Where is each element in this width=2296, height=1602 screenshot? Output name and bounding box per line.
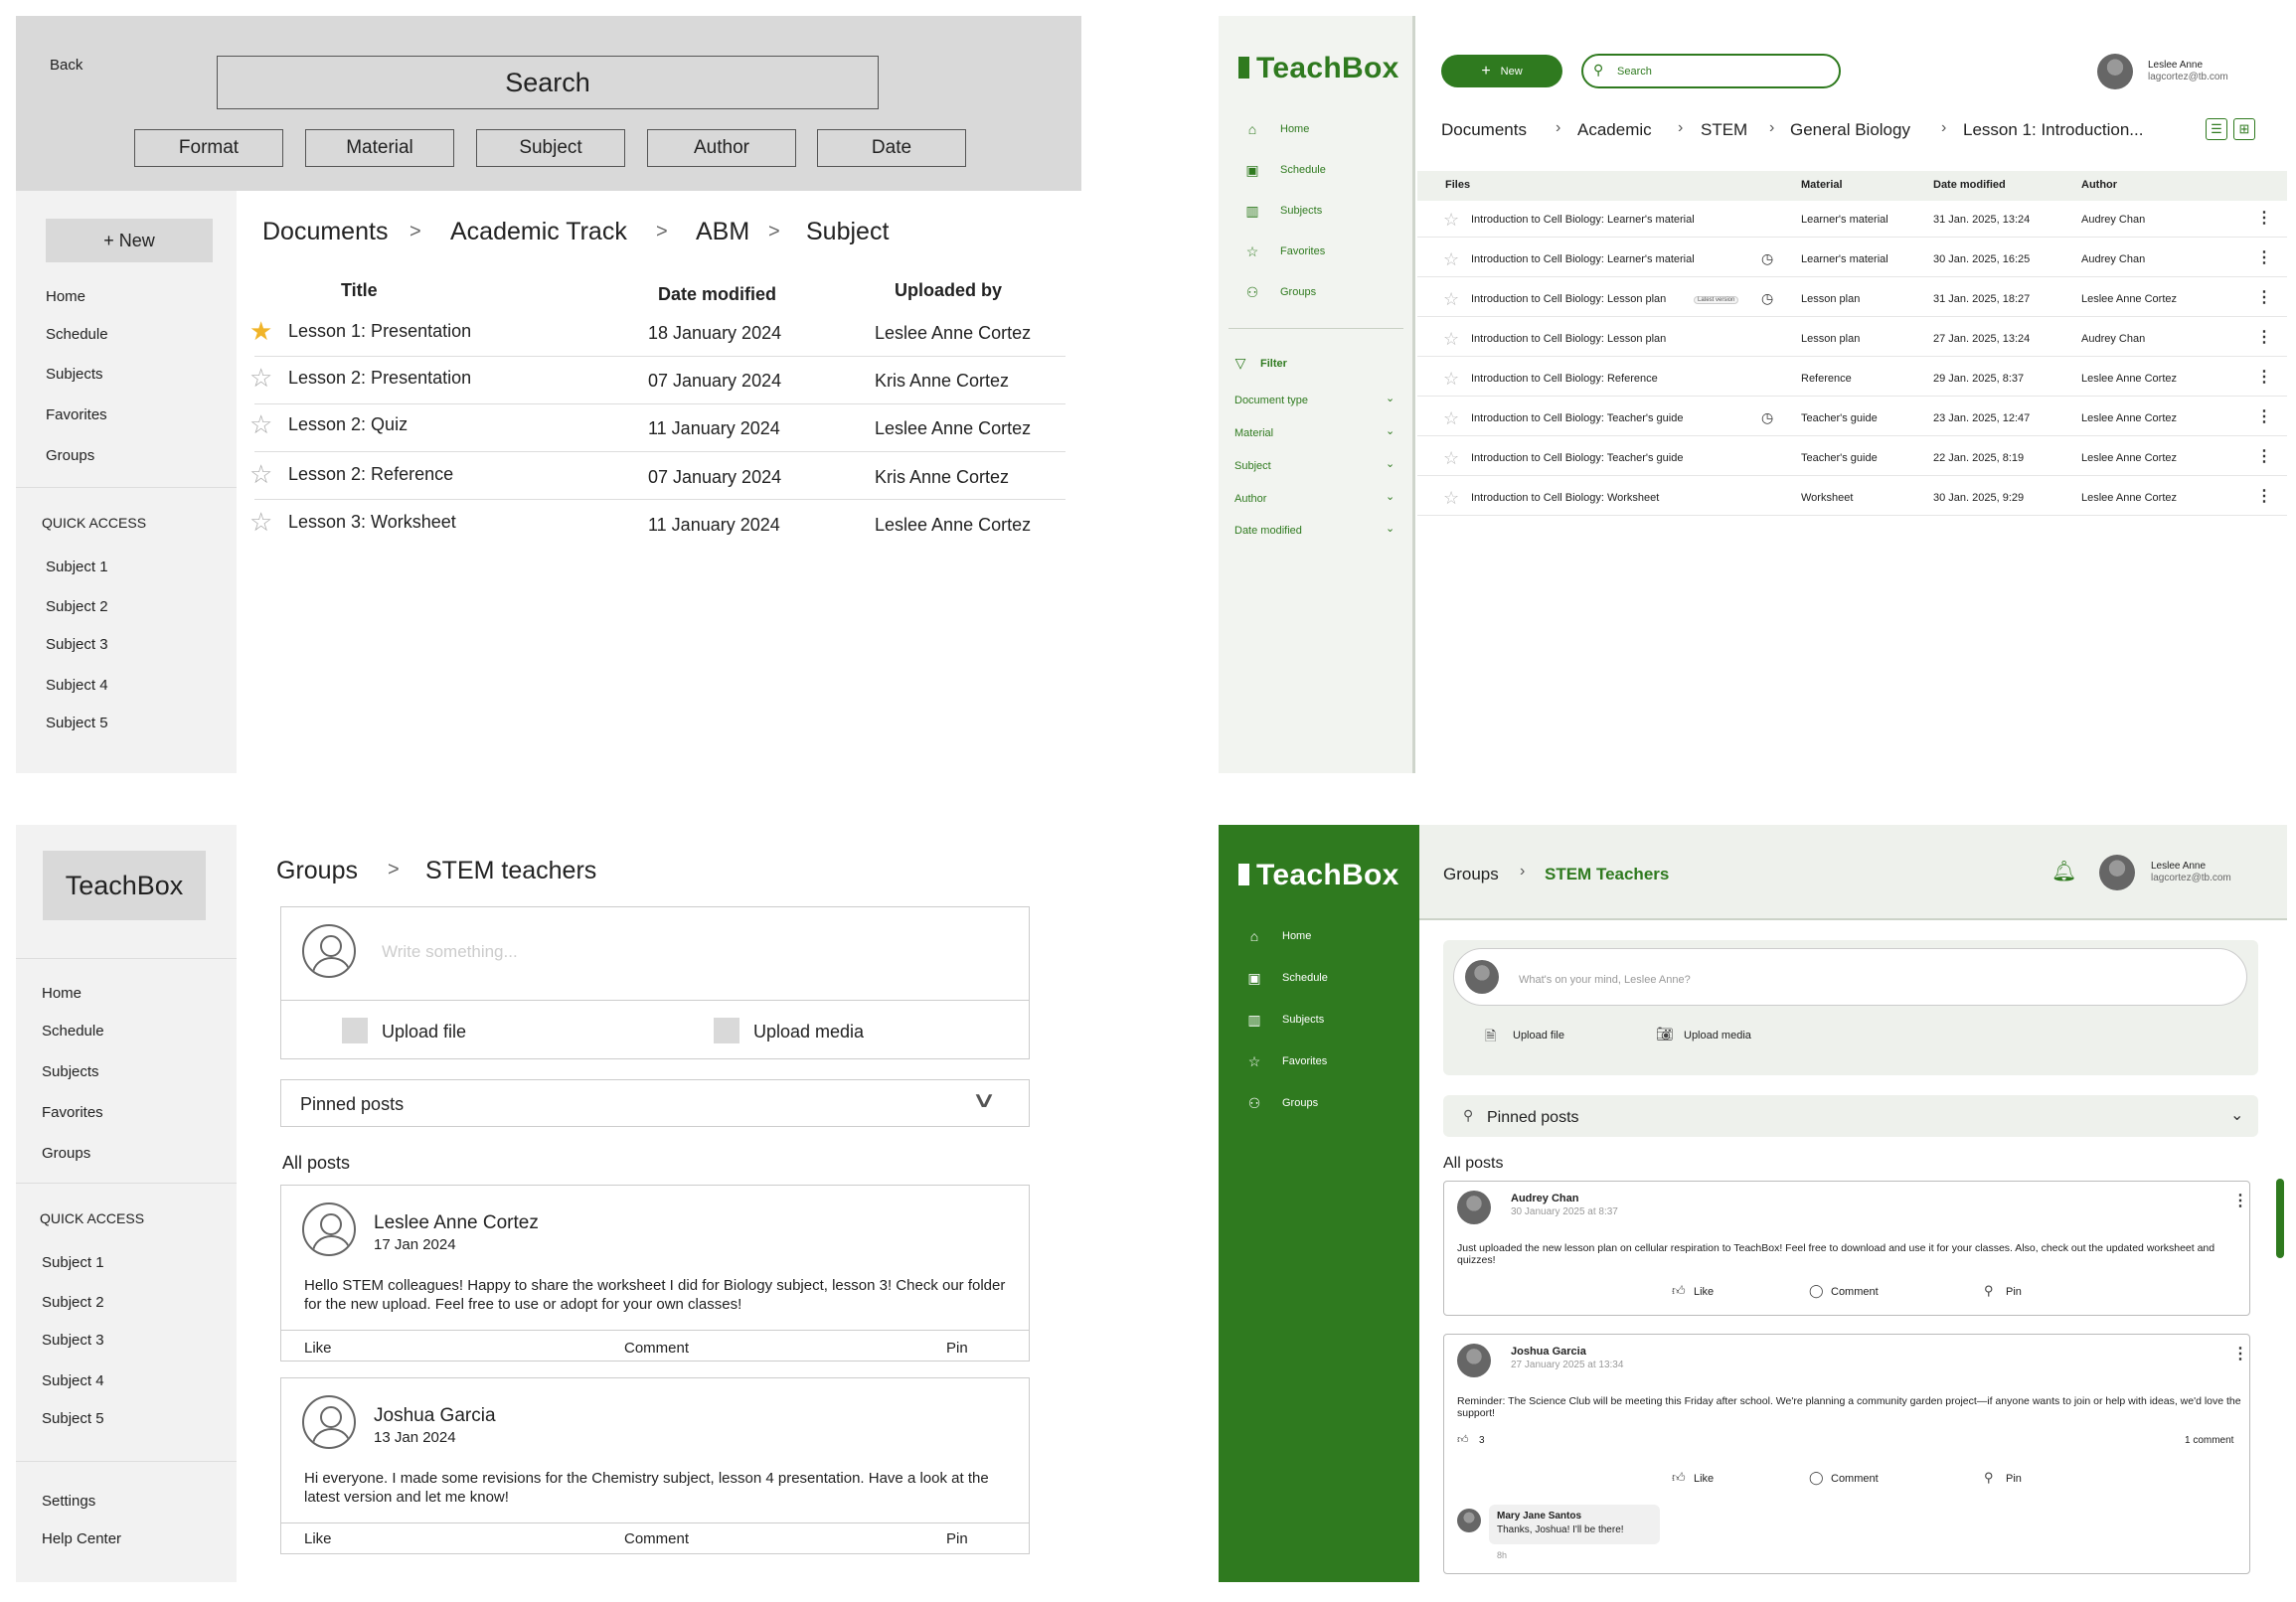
more-icon[interactable]: ⋮ [2256,369,2272,386]
nav-groups[interactable]: Groups [1280,286,1317,298]
home-icon: ⌂ [1249,928,1259,944]
reply-text: Thanks, Joshua! I'll be there! [1497,1524,1624,1535]
nav-settings[interactable]: Settings [42,1493,96,1510]
breadcrumb-chevron-icon: › [1941,119,1947,136]
search-icon: ⚲ [1593,62,1604,78]
scrollbar-thumb[interactable] [2276,1179,2284,1258]
breadcrumb-chevron-icon: › [1678,119,1684,136]
file-material: Lesson plan [1801,333,1861,345]
row-divider [254,451,1066,452]
pin-button[interactable]: Pin [946,1530,968,1547]
avatar[interactable] [2099,855,2135,890]
filter-heading: Filter [1260,358,1287,370]
file-date: 31 Jan. 2025, 13:24 [1933,214,2031,226]
post-body: Reminder: The Science Club will be meeting this Friday after school. We're planning a community garden project—if anyone wants to join or help with ideas, we'd love the support! [1457,1395,2241,1419]
table-header [1417,171,2287,201]
more-icon[interactable]: ⋮ [2256,289,2272,306]
avatar [1457,1344,1491,1377]
row-title[interactable]: Lesson 2: Presentation [288,368,472,388]
divider [16,958,237,959]
list-view-icon[interactable]: ☰ [2206,118,2227,140]
avatar [302,1395,356,1449]
file-name[interactable]: Introduction to Cell Biology: Lesson plan [1471,333,1667,345]
filter-subject-button[interactable]: Subject [476,129,625,167]
post-body: Hello STEM colleagues! Happy to share the worksheet I did for Biology subject, lesson 3! Check our folder for the new upload. Feel free to use or adopt for your own classes! [304,1277,1006,1313]
divider [16,1183,237,1184]
star-icon: ☆ [1245,243,1259,259]
quick-access-heading: QUICK ACCESS [42,515,147,531]
file-material: Learner's material [1801,214,1888,226]
users-icon: ⚇ [1247,1095,1261,1111]
breadcrumb-abm[interactable]: ABM [696,218,750,245]
quick-subject-1[interactable]: Subject 1 [46,559,108,575]
teachbox-logo: TeachBox [43,851,206,920]
more-icon[interactable]: ⋮ [2256,448,2272,465]
quick-subject-1[interactable]: Subject 1 [42,1254,104,1271]
book-icon: ▥ [1247,1012,1261,1028]
nav-schedule[interactable]: Schedule [42,1023,104,1040]
user-name: Leslee Anne [2148,60,2204,71]
file-material: Teacher's guide [1801,412,1878,424]
users-icon: ⚇ [1245,284,1259,300]
filter-subject[interactable]: Subject [1234,460,1271,472]
file-material: Lesson plan [1801,293,1861,305]
row-divider [1417,276,2287,277]
star-icon[interactable]: ☆ [1443,408,1460,428]
nav-home[interactable]: Home [46,288,86,305]
file-icon[interactable]: 🗎︎ [1485,1028,1497,1043]
row-uploader: Leslee Anne Cortez [875,515,1032,535]
book-icon: ▥ [1245,203,1259,219]
star-icon[interactable]: ☆ [1443,210,1460,230]
star-icon[interactable]: ☆ [1443,488,1460,508]
file-date: 29 Jan. 2025, 8:37 [1933,373,2025,385]
nav-schedule[interactable]: Schedule [46,326,108,343]
breadcrumb-academic[interactable]: Academic [1577,120,1652,139]
calendar-icon: ▣ [1245,162,1259,178]
file-author: Audrey Chan [2081,333,2146,345]
file-material: Worksheet [1801,492,1854,504]
row-divider [1417,396,2287,397]
row-divider [1417,515,2287,516]
avatar [1457,1191,1491,1224]
pinned-posts-label: Pinned posts [300,1094,405,1114]
post-body: Hi everyone. I made some revisions for the Chemistry subject, lesson 4 presentation. Have a look at the latest version and let me know! [304,1470,989,1506]
nav-subjects[interactable]: Subjects [42,1063,99,1080]
nav-favorites[interactable]: Favorites [1280,245,1326,257]
post-card [280,1377,1030,1554]
comment-button[interactable]: Comment [624,1340,690,1357]
new-button[interactable]: + New [46,219,213,262]
row-uploader: Kris Anne Cortez [875,371,1010,391]
file-name[interactable]: Introduction to Cell Biology: Learner's material [1471,253,1695,265]
row-divider [1417,237,2287,238]
nav-groups[interactable]: Groups [1282,1097,1319,1109]
divider [280,1000,1030,1001]
breadcrumb-chevron-icon: > [656,221,668,242]
row-date: 11 January 2024 [648,515,780,535]
divider [280,1330,1030,1331]
pin-button[interactable]: Pin [2006,1473,2022,1485]
comment-button[interactable]: Comment [624,1530,690,1547]
row-divider [254,356,1066,357]
upload-file-button[interactable]: Upload file [382,1022,467,1041]
filter-document-type[interactable]: Document type [1234,395,1308,406]
post-card [280,1185,1030,1362]
filter-author-button[interactable]: Author [647,129,796,167]
more-icon[interactable]: ⋮ [2256,249,2272,266]
filter-date-button[interactable]: Date [817,129,966,167]
user-name: Leslee Anne [2151,861,2207,872]
breadcrumb-groups[interactable]: Groups [276,857,358,884]
nav-favorites[interactable]: Favorites [42,1104,103,1121]
history-icon[interactable]: ◷ [1761,290,1774,306]
row-divider [1417,475,2287,476]
file-name[interactable]: Introduction to Cell Biology: Reference [1471,373,1658,385]
chevron-down-icon[interactable]: ⌄ [1386,425,1395,437]
nav-schedule[interactable]: Schedule [1282,972,1328,984]
row-divider [1417,435,2287,436]
file-author: Audrey Chan [2081,253,2146,265]
row-divider [254,403,1066,404]
more-icon[interactable]: ⋮ [2256,488,2272,505]
breadcrumb-general-biology[interactable]: General Biology [1790,120,1910,139]
back-link[interactable]: Back [50,57,83,74]
breadcrumb-subject[interactable]: Subject [806,218,890,245]
file-name[interactable]: Introduction to Cell Biology: Worksheet [1471,492,1660,504]
camera-icon[interactable]: 📷︎ [1656,1026,1674,1041]
user-email: lagcortez@tb.com [2151,873,2231,883]
file-author: Audrey Chan [2081,214,2146,226]
post-body: Just uploaded the new lesson plan on cellular respiration to TeachBox! Feel free to download and use it for your classes. Also, check out the updated worksheet and quizzes! [1457,1242,2215,1266]
quick-subject-4[interactable]: Subject 4 [42,1372,104,1389]
new-button[interactable] [1441,55,1562,87]
col-date-modified: Date modified [1933,179,2006,191]
comment-button[interactable]: Comment [1831,1473,1879,1485]
breadcrumb-chevron-icon: › [1520,863,1526,880]
bell-icon[interactable]: 🔔︎ [2051,861,2077,882]
comment-icon[interactable]: ◯ [1809,1283,1824,1298]
nav-home[interactable]: Home [1280,123,1310,135]
star-icon[interactable]: ☆ [1443,448,1460,468]
quick-subject-3[interactable]: Subject 3 [42,1332,104,1349]
row-date: 07 January 2024 [648,371,782,391]
wire-sidebar [16,825,237,1582]
col-material: Material [1801,179,1843,191]
avatar [302,1202,356,1256]
comment-count[interactable]: 1 comment [2185,1435,2234,1446]
like-button[interactable]: Like [304,1530,332,1547]
post-date: 27 January 2025 at 13:34 [1511,1360,1624,1370]
quick-subject-4[interactable]: Subject 4 [46,677,108,694]
nav-home[interactable]: Home [1282,930,1312,942]
file-date: 27 Jan. 2025, 13:24 [1933,333,2031,345]
avatar [1465,960,1499,994]
quick-subject-5[interactable]: Subject 5 [42,1410,104,1427]
more-icon[interactable]: ⋮ [2256,329,2272,346]
history-icon[interactable]: ◷ [1761,409,1774,425]
col-author: Author [2081,179,2118,191]
row-title[interactable]: Lesson 1: Presentation [288,321,472,341]
avatar [1457,1509,1481,1532]
file-date: 22 Jan. 2025, 8:19 [1933,452,2025,464]
thumbs-up-icon[interactable]: 👍︎ [1672,1470,1686,1485]
file-author: Leslee Anne Cortez [2081,373,2178,385]
avatar [302,924,356,978]
search-placeholder: Search [1617,66,1652,78]
breadcrumb-chevron-icon: > [768,221,780,242]
upload-media-button[interactable]: Upload media [1684,1030,1751,1041]
breadcrumb-groups[interactable]: Groups [1443,865,1499,883]
star-icon[interactable]: ☆ [1443,329,1460,349]
file-author: Leslee Anne Cortez [2081,293,2178,305]
post-date: 13 Jan 2024 [374,1429,456,1446]
row-divider [1417,356,2287,357]
row-date: 11 January 2024 [648,418,780,438]
nav-home[interactable]: Home [42,985,82,1002]
chevron-down-icon[interactable]: ⌄ [1386,458,1395,470]
file-author: Leslee Anne Cortez [2081,492,2178,504]
breadcrumb-chevron-icon: > [410,221,421,242]
file-date: 31 Jan. 2025, 18:27 [1933,293,2031,305]
breadcrumb-stem-teachers: STEM teachers [425,857,597,884]
filter-icon: ▽ [1234,355,1246,371]
reply-author[interactable]: Mary Jane Santos [1497,1511,1582,1522]
composer-placeholder: What's on your mind, Leslee Anne? [1519,974,1691,986]
file-name[interactable]: Introduction to Cell Biology: Lesson plan [1471,293,1667,305]
row-title[interactable]: Lesson 3: Worksheet [288,512,456,532]
breadcrumb-stem-teachers: STEM Teachers [1545,865,1670,883]
col-uploaded-by: Uploaded by [895,280,1003,300]
star-outline-icon[interactable]: ☆ [249,459,273,489]
file-date: 30 Jan. 2025, 9:29 [1933,492,2025,504]
comment-icon[interactable]: ◯ [1809,1470,1824,1485]
pin-button[interactable]: Pin [2006,1286,2022,1298]
chevron-down-icon[interactable]: ⌄ [1386,491,1395,503]
row-title[interactable]: Lesson 2: Quiz [288,414,409,434]
nav-favorites[interactable]: Favorites [1282,1055,1328,1067]
row-title[interactable]: Lesson 2: Reference [288,464,454,484]
file-material: Learner's material [1801,253,1888,265]
upload-file-icon[interactable] [342,1018,368,1043]
nav-schedule[interactable]: Schedule [1280,164,1326,176]
breadcrumb-academic-track[interactable]: Academic Track [450,218,627,245]
filter-material[interactable]: Material [1234,427,1274,439]
file-author: Leslee Anne Cortez [2081,412,2178,424]
post-date: 17 Jan 2024 [374,1236,456,1253]
star-icon: ☆ [1247,1053,1261,1069]
post-date: 30 January 2025 at 8:37 [1511,1206,1618,1217]
comment-button[interactable]: Comment [1831,1286,1879,1298]
upload-media-button[interactable]: Upload media [753,1022,865,1041]
breadcrumb-documents[interactable]: Documents [1441,120,1527,139]
breadcrumb-documents[interactable]: Documents [262,218,389,245]
teachbox-logo: TeachBox [1238,52,1399,85]
search-box[interactable]: Search [217,56,879,109]
more-icon[interactable]: ⋮ [2256,210,2272,227]
more-icon[interactable]: ⋮ [2256,408,2272,425]
pin-button[interactable]: Pin [946,1340,968,1357]
row-divider [1417,316,2287,317]
all-posts-heading: All posts [1443,1155,1504,1172]
filter-author[interactable]: Author [1234,493,1267,505]
divider [16,487,237,488]
nav-favorites[interactable]: Favorites [46,406,107,423]
teachbox-logo: TeachBox [1238,859,1399,892]
filter-date-modified[interactable]: Date modified [1234,525,1302,537]
reply-time: 8h [1497,1550,1508,1560]
divider [280,1522,1030,1523]
more-icon[interactable]: ⋮ [2232,1346,2248,1362]
all-posts-heading: All posts [282,1153,351,1173]
file-material: Reference [1801,373,1852,385]
breadcrumb-stem[interactable]: STEM [1701,120,1748,139]
file-name[interactable]: Introduction to Cell Biology: Teacher's guide [1471,452,1684,464]
star-icon[interactable]: ☆ [1443,289,1460,309]
star-icon[interactable]: ☆ [1443,369,1460,389]
new-button-label: New [1500,65,1523,78]
breadcrumb-chevron-icon: > [388,859,400,881]
nav-subjects[interactable]: Subjects [46,366,103,383]
nav-groups[interactable]: Groups [46,447,95,464]
star-outline-icon[interactable]: ☆ [249,507,273,537]
hifi-groups-panel [1219,825,2287,1582]
breadcrumb-chevron-icon: › [1769,119,1775,136]
nav-subjects[interactable]: Subjects [1282,1014,1325,1026]
user-email: lagcortez@tb.com [2148,72,2228,82]
file-material: Teacher's guide [1801,452,1878,464]
row-date: 18 January 2024 [648,323,782,343]
file-date: 30 Jan. 2025, 16:25 [1933,253,2031,265]
col-date-modified: Date modified [658,284,777,304]
wireframe-groups-panel [16,825,1081,1582]
hifi-documents-panel [1219,16,2287,773]
pin-icon[interactable]: ⚲ [1984,1283,1994,1298]
chevron-down-icon[interactable]: ⌄ [1386,393,1395,404]
post-author[interactable]: Audrey Chan [1511,1193,1579,1204]
star-filled-icon[interactable]: ★ [249,316,273,346]
quick-subject-2[interactable]: Subject 2 [46,598,108,615]
more-icon[interactable]: ⋮ [2232,1193,2248,1209]
plus-icon: + [1481,62,1491,80]
filter-material-button[interactable]: Material [305,129,454,167]
star-outline-icon[interactable]: ☆ [249,363,273,393]
thumbs-up-icon[interactable]: 👍︎ [1672,1283,1686,1298]
nav-groups[interactable]: Groups [42,1145,91,1162]
like-button[interactable]: Like [304,1340,332,1357]
post-author[interactable]: Joshua Garcia [1511,1346,1586,1358]
like-count: 3 [1479,1435,1485,1446]
file-date: 23 Jan. 2025, 12:47 [1933,412,2031,424]
search-input[interactable] [1581,54,1841,88]
upload-file-button[interactable]: Upload file [1513,1030,1564,1041]
upload-media-icon[interactable] [714,1018,739,1043]
col-files: Files [1445,179,1471,191]
post-author[interactable]: Leslee Anne Cortez [374,1212,539,1233]
latest-version-badge: Latest version [1694,296,1738,304]
row-uploader: Leslee Anne Cortez [875,323,1032,343]
wireframe-documents-panel [16,16,1081,773]
row-uploader: Kris Anne Cortez [875,467,1010,487]
quick-subject-2[interactable]: Subject 2 [42,1294,104,1311]
chevron-down-icon[interactable]: ⌄ [1386,523,1395,535]
pin-icon: ⚲ [1463,1107,1474,1123]
calendar-icon: ▣ [1247,970,1261,986]
row-date: 07 January 2024 [648,467,782,487]
filter-format-button[interactable]: Format [134,129,283,167]
file-name[interactable]: Introduction to Cell Biology: Teacher's guide [1471,412,1684,424]
star-outline-icon[interactable]: ☆ [249,409,273,439]
divider [16,1461,237,1462]
col-title: Title [341,280,378,300]
pin-icon[interactable]: ⚲ [1984,1470,1994,1485]
star-icon[interactable]: ☆ [1443,249,1460,269]
write-something-input[interactable]: Write something... [382,942,518,961]
breadcrumb-lesson[interactable]: Lesson 1: Introduction... [1963,120,2144,139]
thumbs-up-icon: 👍︎ [1457,1434,1469,1446]
breadcrumb-chevron-icon: › [1556,119,1561,136]
home-icon: ⌂ [1247,121,1257,137]
pinned-posts-label: Pinned posts [1487,1109,1579,1126]
row-divider [254,499,1066,500]
chevron-down-icon[interactable]: ∨ [971,1087,997,1112]
quick-subject-5[interactable]: Subject 5 [46,715,108,731]
quick-access-heading: QUICK ACCESS [40,1210,145,1226]
post-author[interactable]: Joshua Garcia [374,1405,496,1426]
file-author: Leslee Anne Cortez [2081,452,2178,464]
row-uploader: Leslee Anne Cortez [875,418,1032,438]
nav-subjects[interactable]: Subjects [1280,205,1323,217]
like-button[interactable]: Like [1694,1473,1715,1485]
chevron-down-icon[interactable]: ⌄ [2230,1107,2244,1124]
grid-view-icon[interactable]: ⊞ [2233,118,2255,140]
avatar[interactable] [2097,54,2133,89]
quick-subject-3[interactable]: Subject 3 [46,636,108,653]
like-button[interactable]: Like [1694,1286,1715,1298]
history-icon[interactable]: ◷ [1761,250,1774,266]
divider [1229,328,1403,329]
file-name[interactable]: Introduction to Cell Biology: Learner's material [1471,214,1695,226]
nav-help-center[interactable]: Help Center [42,1530,122,1547]
